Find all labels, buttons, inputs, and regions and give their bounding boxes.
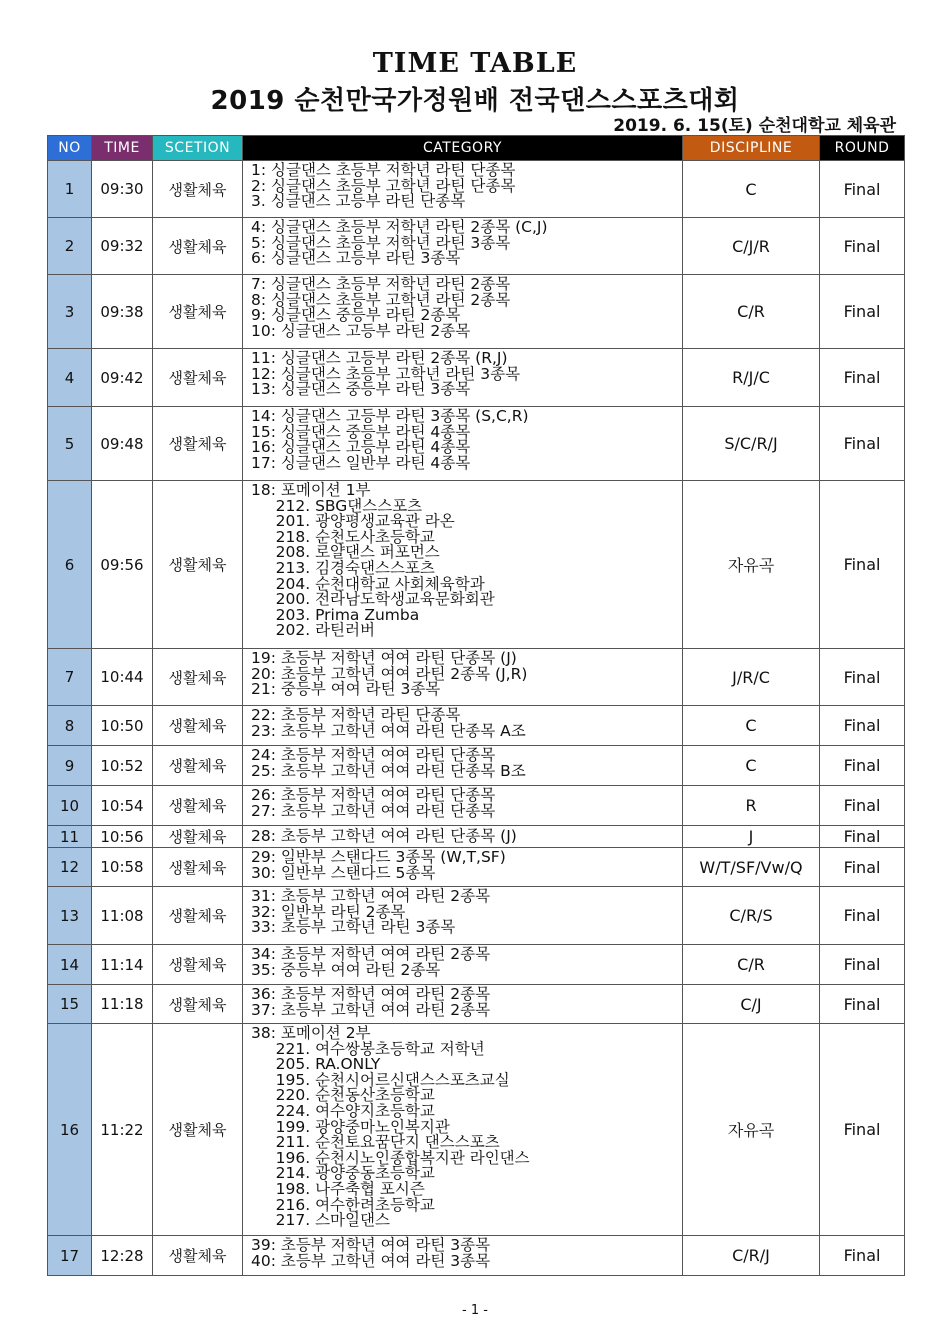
row-round: Final [820, 349, 905, 407]
category-line: 12: 싱글댄스 초등부 고학년 라틴 3종목 [251, 364, 521, 383]
row-discipline: R [683, 786, 820, 826]
row-round: Final [820, 826, 905, 848]
row-round: Final [820, 848, 905, 887]
row-number: 11 [48, 826, 92, 848]
row-category [243, 407, 683, 481]
row-number: 15 [48, 985, 92, 1024]
category-line: 32: 일반부 라틴 2종목 [251, 902, 406, 921]
table-row [48, 945, 905, 985]
category-line: 25: 초등부 고학년 여여 라틴 단종목 B조 [251, 761, 526, 780]
row-time: 10:50 [92, 706, 153, 746]
table-row [48, 161, 905, 218]
row-round: Final [820, 945, 905, 985]
category-line: 3. 싱글댄스 고등부 라틴 단종목 [251, 192, 466, 211]
row-round: Final [820, 1236, 905, 1276]
row-discipline: C/J/R [683, 218, 820, 275]
row-time: 11:08 [92, 887, 153, 945]
row-time: 09:48 [92, 407, 153, 481]
col-header-time: TIME [92, 136, 153, 161]
category-line: 26: 초등부 저학년 여여 라틴 단종목 [251, 786, 496, 804]
row-round: Final [820, 275, 905, 349]
category-line: 195. 순천시어르신댄스스포츠교실 [251, 1070, 510, 1089]
category-line: 203. Prima Zumba [251, 605, 420, 624]
row-time: 11:14 [92, 945, 153, 985]
row-category [243, 786, 683, 826]
row-round: Final [820, 786, 905, 826]
category-line: 220. 순천동산초등학교 [251, 1086, 435, 1105]
row-section: 생활체육 [153, 218, 243, 275]
category-line: 217. 스마일댄스 [251, 1211, 390, 1230]
category-line: 201. 광양평생교육관 라온 [251, 512, 455, 531]
category-line: 30: 일반부 스탠다드 5종목 [251, 863, 436, 882]
row-time: 09:38 [92, 275, 153, 349]
category-line: 17: 싱글댄스 일반부 라틴 4종목 [251, 453, 471, 472]
category-line: 29: 일반부 스탠다드 3종목 (W,T,SF) [251, 848, 506, 866]
category-line: 213. 김경숙댄스스포츠 [251, 558, 435, 577]
row-round: Final [820, 161, 905, 218]
category-line: 11: 싱글댄스 고등부 라틴 2종목 (R,J) [251, 349, 508, 367]
category-line: 14: 싱글댄스 고등부 라틴 3종목 (S,C,R) [251, 407, 529, 425]
row-number: 12 [48, 848, 92, 887]
table-row [48, 649, 905, 706]
row-section: 생활체육 [153, 1236, 243, 1276]
category-line: 36: 초등부 저학년 여여 라틴 2종목 [251, 985, 491, 1003]
category-line: 28: 초등부 고학년 여여 라틴 단종목 (J) [251, 826, 517, 845]
row-section: 생활체육 [153, 945, 243, 985]
category-line: 204. 순천대학교 사회체육학과 [251, 574, 485, 593]
page-number: - 1 - [462, 1303, 488, 1318]
row-discipline: W/T/SF/Vw/Q [683, 848, 820, 887]
category-line: 35: 중등부 여여 라틴 2종목 [251, 960, 441, 979]
table-row [48, 349, 905, 407]
row-section: 생활체육 [153, 826, 243, 848]
row-section: 생활체육 [153, 407, 243, 481]
row-section: 생활체육 [153, 786, 243, 826]
category-line: 18: 포메이션 1부 [251, 481, 371, 499]
category-line: 16: 싱글댄스 고등부 라틴 4종목 [251, 438, 471, 457]
row-discipline: 자유곡 [683, 481, 820, 649]
row-discipline: C [683, 706, 820, 746]
row-section: 생활체육 [153, 161, 243, 218]
category-line: 2: 싱글댄스 초등부 고학년 라틴 단종목 [251, 176, 516, 195]
row-round: Final [820, 1024, 905, 1236]
row-round: Final [820, 887, 905, 945]
header-row [48, 136, 905, 161]
category-line: 40: 초등부 고학년 여여 라틴 3종목 [251, 1251, 491, 1270]
row-discipline: C/R [683, 275, 820, 349]
table-row [48, 706, 905, 746]
row-discipline: 자유곡 [683, 1024, 820, 1236]
row-section: 생활체육 [153, 985, 243, 1024]
row-category [243, 945, 683, 985]
row-time: 09:30 [92, 161, 153, 218]
row-number: 17 [48, 1236, 92, 1276]
row-section: 생활체육 [153, 706, 243, 746]
row-round: Final [820, 481, 905, 649]
table-row [48, 407, 905, 481]
table-row [48, 1236, 905, 1276]
row-category [243, 649, 683, 706]
row-time: 10:58 [92, 848, 153, 887]
category-line: 208. 로얄댄스 퍼포먼스 [251, 543, 440, 562]
row-category [243, 746, 683, 786]
row-round: Final [820, 706, 905, 746]
table-row [48, 887, 905, 945]
table-row [48, 481, 905, 649]
row-time: 09:32 [92, 218, 153, 275]
col-header-discipline: DISCIPLINE [683, 136, 820, 161]
row-number: 4 [48, 349, 92, 407]
timetable [47, 135, 905, 1276]
row-round: Final [820, 407, 905, 481]
category-line: 200. 전라남도학생교육문화회관 [251, 590, 495, 609]
row-discipline: C [683, 161, 820, 218]
category-line: 13: 싱글댄스 중등부 라틴 3종목 [251, 380, 471, 399]
row-discipline: J/R/C [683, 649, 820, 706]
category-line: 202. 라틴러버 [251, 621, 375, 640]
category-line: 22: 초등부 저학년 라틴 단종목 [251, 706, 461, 724]
category-line: 31: 초등부 고학년 여여 라틴 2종목 [251, 887, 491, 905]
row-category [243, 706, 683, 746]
row-time: 09:42 [92, 349, 153, 407]
category-line: 27: 초등부 고학년 여여 라틴 단종목 [251, 801, 496, 820]
col-header-category: CATEGORY [243, 136, 683, 161]
row-number: 16 [48, 1024, 92, 1236]
category-line: 39: 초등부 저학년 여여 라틴 3종목 [251, 1236, 491, 1254]
row-number: 8 [48, 706, 92, 746]
row-number: 14 [48, 945, 92, 985]
table-body [48, 161, 905, 1276]
row-section: 생활체육 [153, 746, 243, 786]
category-line: 224. 여수양지초등학교 [251, 1101, 435, 1120]
table-row [48, 275, 905, 349]
category-line: 205. RA.ONLY [251, 1055, 381, 1074]
row-number: 2 [48, 218, 92, 275]
row-number: 3 [48, 275, 92, 349]
row-category [243, 1024, 683, 1236]
row-discipline: S/C/R/J [683, 407, 820, 481]
row-category [243, 1236, 683, 1276]
row-number: 6 [48, 481, 92, 649]
category-line: 6: 싱글댄스 고등부 라틴 3종목 [251, 249, 461, 268]
row-section: 생활체육 [153, 275, 243, 349]
row-time: 10:44 [92, 649, 153, 706]
row-category [243, 218, 683, 275]
category-line: 10: 싱글댄스 고등부 라틴 2종목 [251, 321, 471, 340]
category-line: 21: 중등부 여여 라틴 3종목 [251, 680, 441, 699]
category-line: 196. 순천시노인종합복지관 라인댄스 [251, 1148, 530, 1167]
row-section: 생활체육 [153, 481, 243, 649]
row-category [243, 848, 683, 887]
row-category [243, 826, 683, 848]
row-section: 생활체육 [153, 887, 243, 945]
table-row [48, 826, 905, 848]
category-line: 198. 나주축협 포시즌 [251, 1179, 425, 1198]
row-time: 10:56 [92, 826, 153, 848]
row-round: Final [820, 218, 905, 275]
row-time: 09:56 [92, 481, 153, 649]
row-discipline: C/R [683, 945, 820, 985]
category-line: 20: 초등부 고학년 여여 라틴 2종목 (J,R) [251, 664, 528, 683]
category-line: 37: 초등부 고학년 여여 라틴 2종목 [251, 1000, 491, 1019]
row-discipline: C/R/J [683, 1236, 820, 1276]
row-category [243, 275, 683, 349]
row-time: 11:18 [92, 985, 153, 1024]
row-category [243, 161, 683, 218]
row-number: 5 [48, 407, 92, 481]
row-category [243, 887, 683, 945]
row-number: 9 [48, 746, 92, 786]
date-venue: 2019. 6. 15(토) 순천대학교 체육관 [613, 116, 896, 136]
row-round: Final [820, 649, 905, 706]
row-discipline: C/R/S [683, 887, 820, 945]
category-line: 7: 싱글댄스 초등부 저학년 라틴 2종목 [251, 275, 511, 293]
category-line: 214. 광양중동초등학교 [251, 1164, 435, 1183]
row-round: Final [820, 985, 905, 1024]
row-time: 11:22 [92, 1024, 153, 1236]
category-line: 24: 초등부 저학년 여여 라틴 단종목 [251, 746, 496, 764]
row-time: 10:54 [92, 786, 153, 826]
col-header-round: ROUND [820, 136, 905, 161]
row-discipline: R/J/C [683, 349, 820, 407]
row-category [243, 985, 683, 1024]
row-number: 10 [48, 786, 92, 826]
row-number: 13 [48, 887, 92, 945]
table-row [48, 985, 905, 1024]
row-section: 생활체육 [153, 1024, 243, 1236]
row-time: 10:52 [92, 746, 153, 786]
row-category [243, 349, 683, 407]
category-line: 23: 초등부 고학년 여여 라틴 단종목 A조 [251, 721, 526, 740]
event-title: 2019 순천만국가정원배 전국댄스스포츠대회 [210, 86, 740, 116]
category-line: 38: 포메이션 2부 [251, 1024, 371, 1042]
row-discipline: J [683, 826, 820, 848]
category-line: 221. 여수쌍봉초등학교 저학년 [251, 1039, 485, 1058]
category-line: 212. SBG댄스스포츠 [251, 496, 423, 515]
category-line: 8: 싱글댄스 초등부 고학년 라틴 2종목 [251, 290, 511, 309]
row-time: 12:28 [92, 1236, 153, 1276]
document-title: TIME TABLE [372, 48, 578, 79]
category-line: 216. 여수한려초등학교 [251, 1195, 435, 1214]
category-line: 34: 초등부 저학년 여여 라틴 2종목 [251, 945, 491, 963]
category-line: 19: 초등부 저학년 여여 라틴 단종목 (J) [251, 649, 517, 667]
table-row [48, 786, 905, 826]
table-row [48, 218, 905, 275]
category-line: 33: 초등부 고학년 라틴 3종목 [251, 918, 456, 937]
col-header-section: SCETION [153, 136, 243, 161]
category-line: 1: 싱글댄스 초등부 저학년 라틴 단종목 [251, 161, 516, 179]
table-row [48, 848, 905, 887]
category-line: 15: 싱글댄스 중등부 라틴 4종목 [251, 422, 471, 441]
row-category [243, 481, 683, 649]
category-line: 218. 순천도사초등학교 [251, 527, 435, 546]
table-row [48, 1024, 905, 1236]
category-line: 199. 광양중마노인복지관 [251, 1117, 450, 1136]
category-line: 5: 싱글댄스 초등부 저학년 라틴 3종목 [251, 233, 511, 252]
category-line: 4: 싱글댄스 초등부 저학년 라틴 2종목 (C,J) [251, 218, 548, 236]
category-line: 211. 순천토요꿈단지 댄스스포츠 [251, 1133, 500, 1152]
row-number: 7 [48, 649, 92, 706]
table-row [48, 746, 905, 786]
row-section: 생활체육 [153, 848, 243, 887]
row-number: 1 [48, 161, 92, 218]
row-section: 생활체육 [153, 349, 243, 407]
row-round: Final [820, 746, 905, 786]
category-line: 9: 싱글댄스 중등부 라틴 2종목 [251, 306, 461, 325]
row-discipline: C [683, 746, 820, 786]
row-discipline: C/J [683, 985, 820, 1024]
row-section: 생활체육 [153, 649, 243, 706]
col-header-no: NO [48, 136, 92, 161]
